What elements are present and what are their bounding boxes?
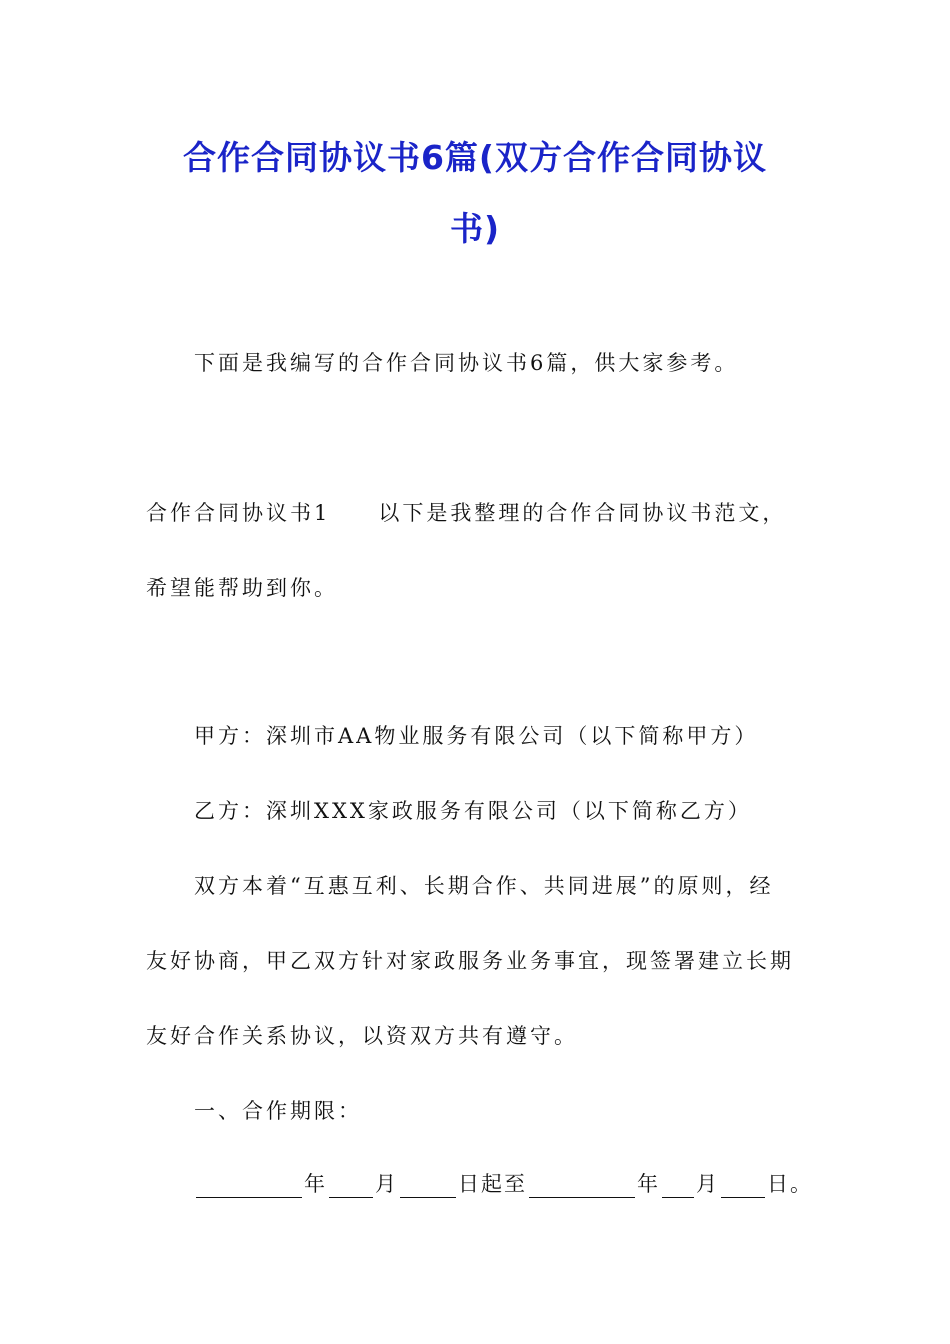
day-from-label: 日起至 xyxy=(458,1172,527,1196)
month-label: 月 xyxy=(375,1172,398,1196)
month2-label: 月 xyxy=(696,1172,719,1196)
party-b-line: 乙方：深圳XXX家政服务有限公司（以下简称乙方） xyxy=(194,799,752,823)
year-label: 年 xyxy=(304,1172,327,1196)
year2-label: 年 xyxy=(637,1172,660,1196)
paragraph-1-line-3: 友好合作关系协议，以资双方共有遵守。 xyxy=(146,1024,578,1048)
term-line xyxy=(194,1168,813,1198)
document-title-line-1: 合作合同协议书6篇(双方合作合同协议 xyxy=(182,138,768,177)
end-month-blank xyxy=(662,1175,694,1198)
clause-1-heading: 一、合作期限： xyxy=(194,1099,362,1123)
section-1-intro-continued: 希望能帮助到你。 xyxy=(146,576,338,600)
paragraph-1-line-1: 双方本着“互惠互利、长期合作、共同进展”的原则，经 xyxy=(194,874,774,898)
paragraph-1-line-2: 友好协商，甲乙双方针对家政服务业务事宜，现签署建立长期 xyxy=(146,949,794,973)
section-1-line-1 xyxy=(146,497,786,527)
end-year-blank xyxy=(529,1175,635,1198)
section-1-heading: 合作合同协议书1 xyxy=(146,501,331,525)
start-year-blank xyxy=(196,1175,302,1198)
intro-paragraph: 下面是我编写的合作合同协议书6篇，供大家参考。 xyxy=(194,351,739,375)
document-title-line-2: 书) xyxy=(449,209,501,248)
start-month-blank xyxy=(329,1175,373,1198)
party-a-line: 甲方：深圳市AA物业服务有限公司（以下简称甲方） xyxy=(194,724,759,748)
day-end-label: 日。 xyxy=(767,1172,813,1196)
start-day-blank xyxy=(400,1175,456,1198)
section-1-intro: 以下是我整理的合作合同协议书范文， xyxy=(378,501,787,525)
end-day-blank xyxy=(721,1175,765,1198)
